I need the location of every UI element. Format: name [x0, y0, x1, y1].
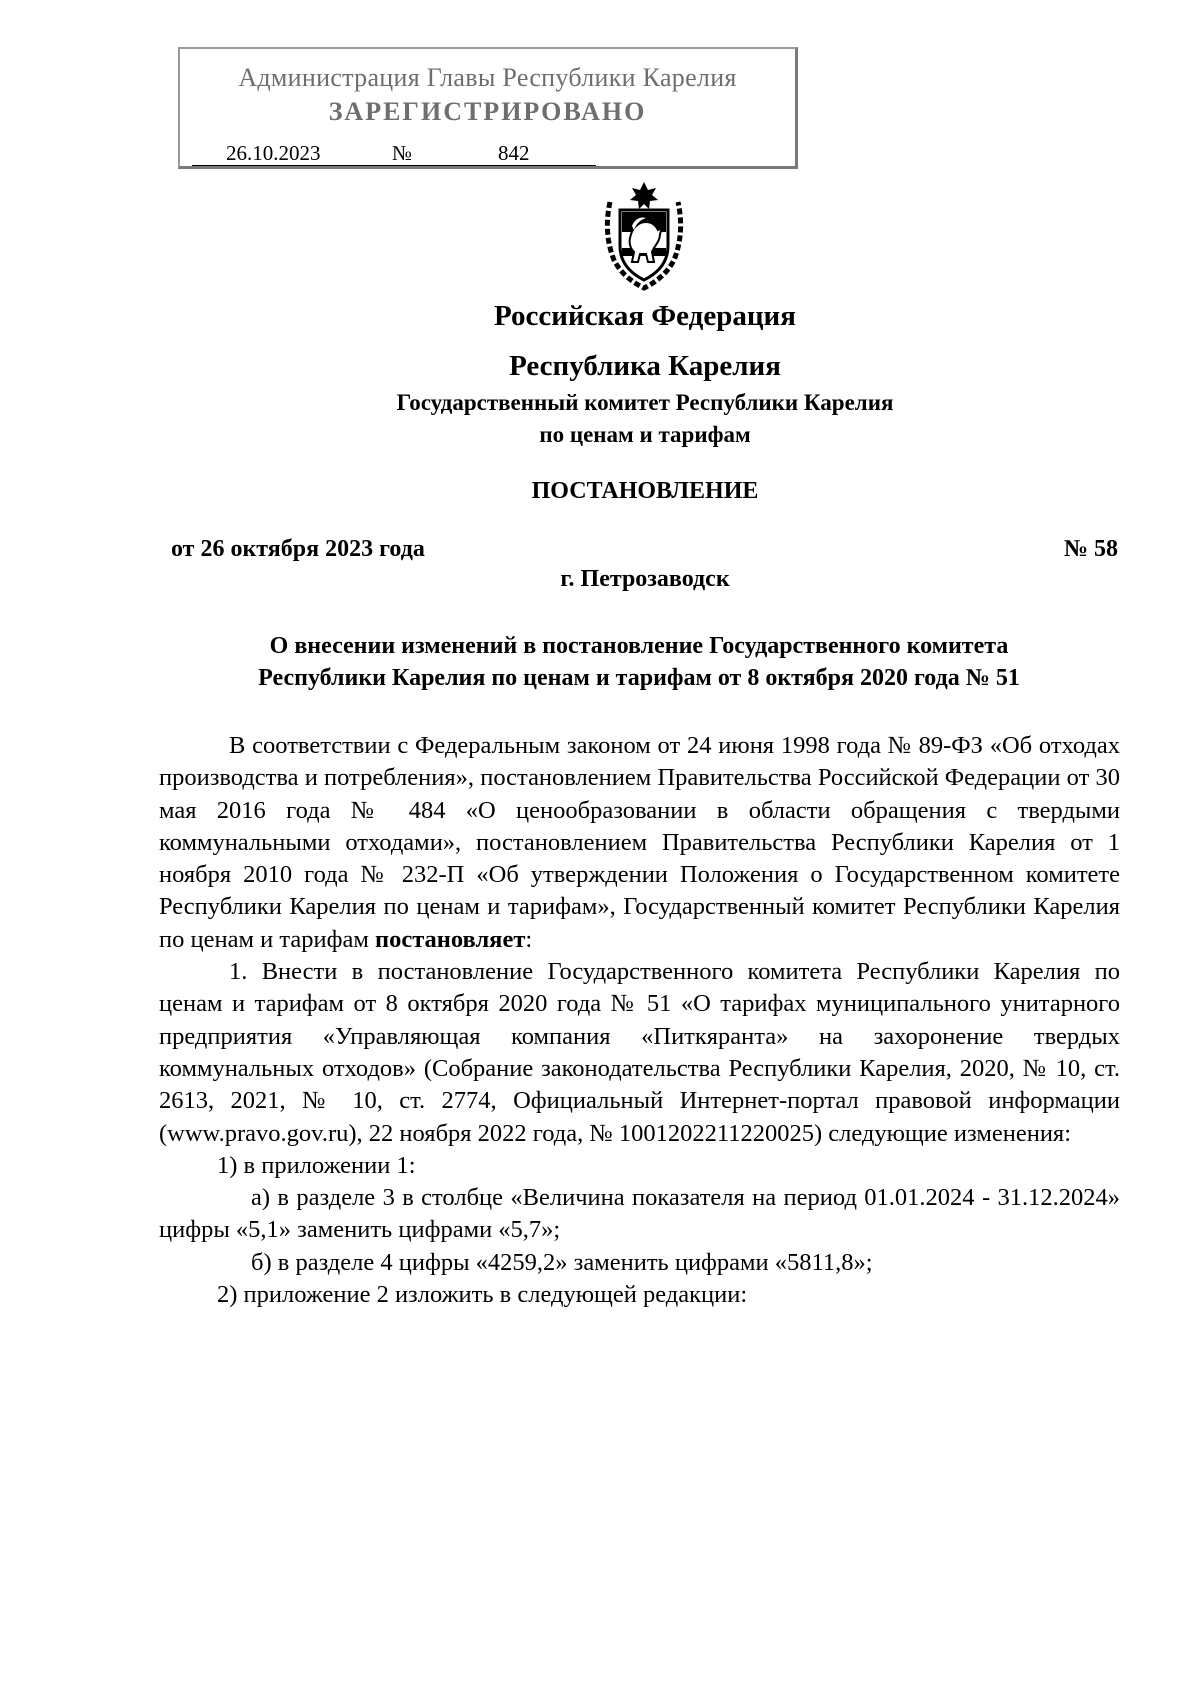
stamp-number-sign: №	[392, 141, 413, 165]
document-type: ПОСТАНОВЛЕНИЕ	[531, 478, 759, 504]
item-1: 1. Внести в постановление Государственного комитета Республики Карелия по ценам и тарифам от 8 октября 2020 года № 51 «О тарифах муниципального унитарного предприятия «Управляющая компания «Питкяранта» на захоронение твердых коммунальных отходов» (Собрание законодательства Республики Карелия, 2020, № 10, ст. 2613, 2021, № 10, ст. 2774, Официальный Интернет-портал правовой информации (www.pravo.gov.ru), 22 ноября 2022 года, № 1001202211220025) следующие изменения:	[159, 958, 1120, 1147]
document-title	[160, 630, 1118, 694]
committee-heading-line2: по ценам и тарифам	[539, 422, 751, 447]
stamp-registration-line	[192, 141, 596, 166]
preamble-colon: :	[525, 925, 533, 953]
item-1-1-b: б) в разделе 4 цифры «4259,2» заменить цифрами «5811,8»;	[251, 1248, 873, 1276]
federation-heading: Российская Федерация	[494, 300, 796, 332]
preamble-resolves: постановляет	[374, 925, 526, 953]
stamp-number: 842	[498, 141, 530, 165]
item-1-1: 1) в приложении 1:	[217, 1151, 416, 1179]
item-1-1-a: а) в разделе 3 в столбце «Величина показателя на период 01.01.2024 - 31.12.2024» цифры «5,1» заменить цифрами «5,7»;	[159, 1184, 1120, 1244]
document-body	[159, 730, 1120, 1311]
item-1-2: 2) приложение 2 изложить в следующей редакции:	[217, 1281, 748, 1309]
registration-stamp	[178, 47, 798, 169]
preamble-paragraph	[159, 730, 1120, 956]
preamble-text: В соответствии с Федеральным законом от 24 июня 1998 года № 89-ФЗ «Об отходах производства и потребления», постановлением Правительства Российской Федерации от 30 мая 2016 года № 484 «О ценообразовании в области обращения с твердыми коммунальными отходами», постановлением Правительства Республики Карелия от 1 ноября 2010 года № 232-П «Об утверждении Положения о Государственном комитете Республики Карелия по ценам и тарифам», Государственный комитет Республики Карелия по ценам и тарифам	[159, 732, 1120, 953]
republic-heading: Республика Карелия	[509, 350, 781, 382]
stamp-administration: Администрация Главы Республики Карелия	[238, 63, 737, 92]
document-city: г. Петрозаводск	[560, 566, 730, 592]
document-number: № 58	[1063, 536, 1118, 562]
document-title-line1: О внесении изменений в постановление Государственного комитета	[269, 633, 1009, 659]
stamp-date: 26.10.2023	[226, 141, 321, 165]
document-title-line2: Республики Карелия по ценам и тарифам от 8 октября 2020 года № 51	[258, 665, 1020, 691]
stamp-registered: ЗАРЕГИСТРИРОВАНО	[328, 97, 647, 126]
committee-heading-line1: Государственный комитет Республики Карелия	[396, 390, 894, 415]
document-date: от 26 октября 2023 года	[171, 536, 425, 562]
coat-of-arms-icon	[596, 180, 692, 292]
